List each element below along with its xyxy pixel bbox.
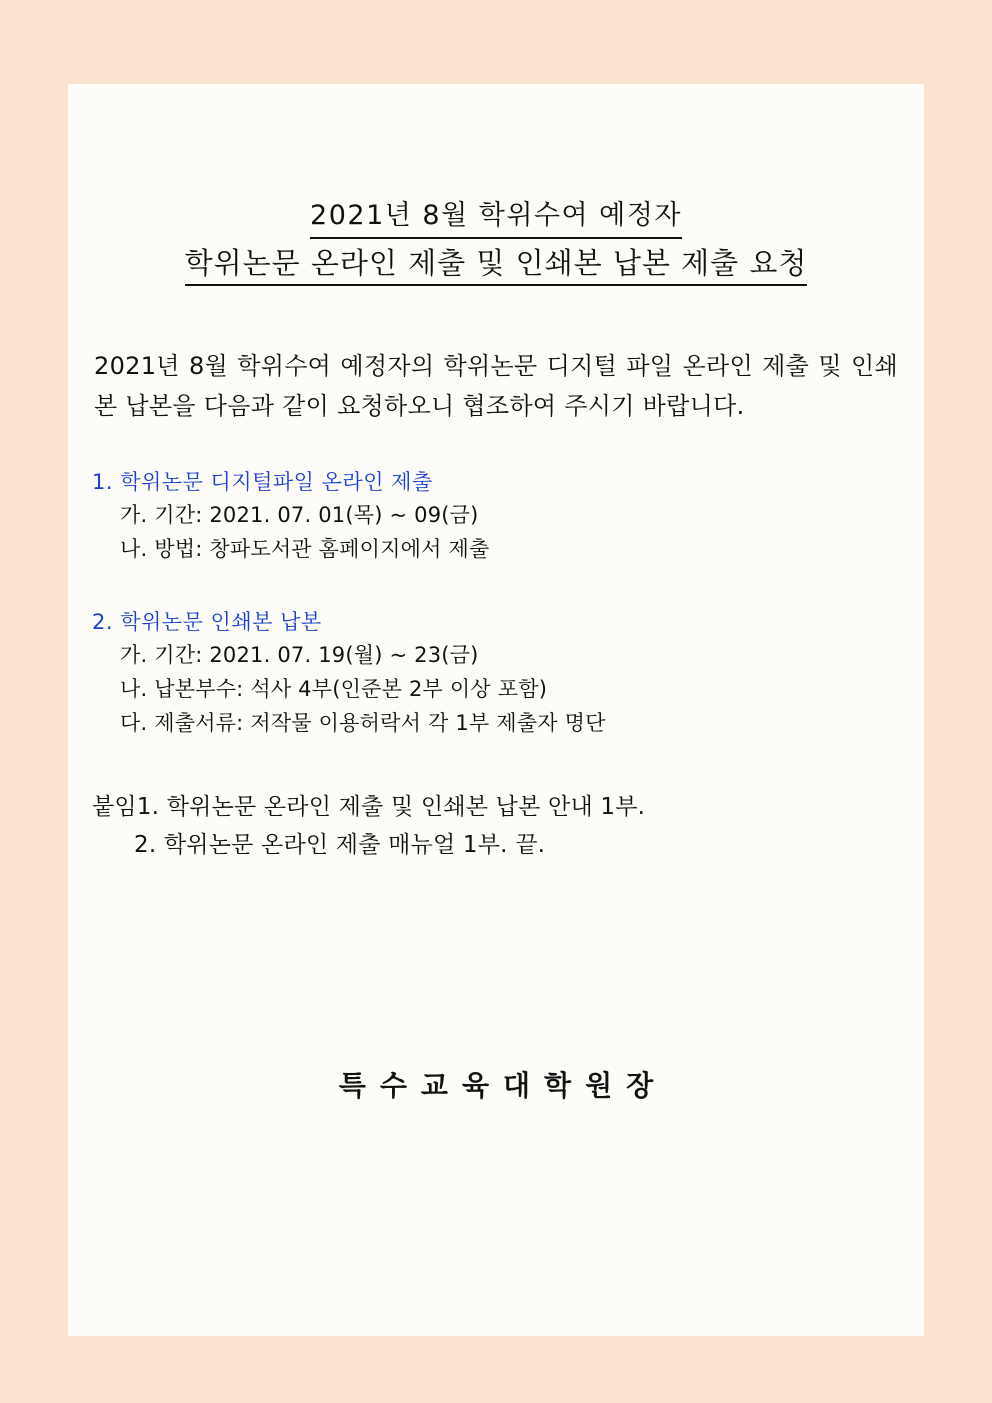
document-page [68,84,924,1336]
intro-paragraph: 2021년 8월 학위수여 예정자의 학위논문 디지털 파일 온라인 제출 및 인쇄본 납본을 다음과 같이 요청하오니 협조하여 주시기 바랍니다. [94,352,898,420]
section-printed-deposit [92,606,900,740]
section-2-item-2: 나. 납본부수: 석사 4부(인준본 2부 이상 포함) [120,677,548,701]
section-1-item-1: 가. 기간: 2021. 07. 01(목) ~ 09(금) [120,503,479,527]
section-2-item-1: 가. 기간: 2021. 07. 19(월) ~ 23(금) [120,643,479,667]
section-1-item-2: 나. 방법: 창파도서관 홈페이지에서 제출 [120,537,490,561]
title-line-2: 학위논문 온라인 제출 및 인쇄본 납본 제출 요청 [185,243,808,286]
attachment-line-1: 붙임1. 학위논문 온라인 제출 및 인쇄본 납본 안내 1부. [92,794,646,820]
document-body [92,84,900,1104]
section-1-heading: 1. 학위논문 디지털파일 온라인 제출 [92,470,433,494]
attachment-line-2: 2. 학위논문 온라인 제출 매뉴얼 1부. 끝. [134,832,546,858]
title-line-1: 2021년 8월 학위수여 예정자 [310,196,682,239]
section-2-heading: 2. 학위논문 인쇄본 납본 [92,610,322,634]
section-2-item-3: 다. 제출서류: 저작물 이용허락서 각 1부 제출자 명단 [120,711,606,735]
attachments-block [92,788,900,864]
issuer-signature: 특수교육대학원장 [338,1069,668,1102]
document-title [92,196,900,286]
section-online-submission [92,466,900,566]
